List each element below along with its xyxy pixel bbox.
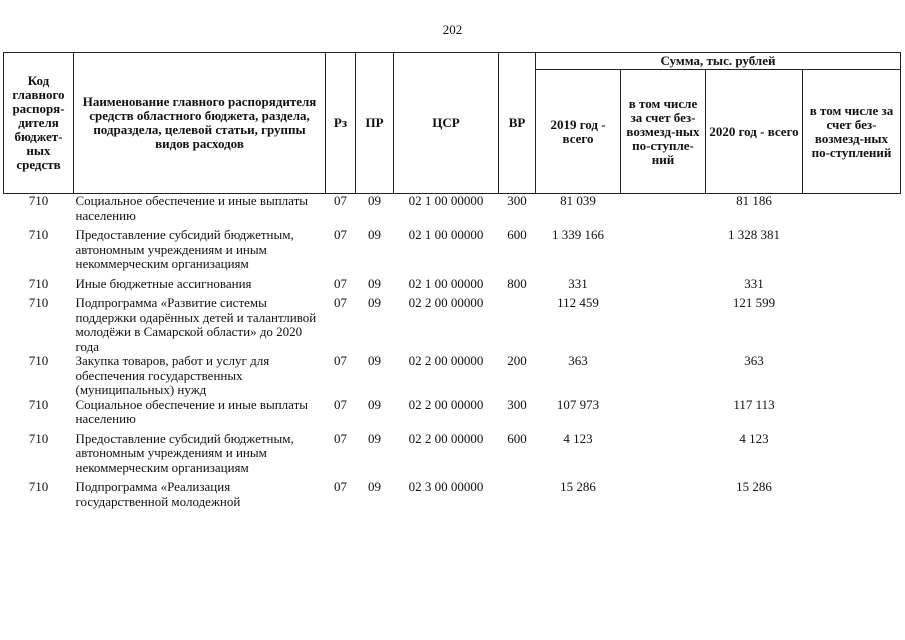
cell-name: Закупка товаров, работ и услуг для обеспечения государственных (муниципальных) нужд [75,353,270,397]
cell-2020-total: 4 123 [739,430,769,446]
cell-name: Социальное обеспечение и иные выплаты населению [75,396,309,426]
table-header [4,53,901,194]
cell-rz: 07 [334,227,347,242]
cell-2020-total: 117 113 [733,396,775,412]
header-2020-gratuitous: в том числе за счет без-возмезд-ных по-ступлений [803,70,901,194]
cell-pr: 09 [368,295,381,310]
cell-2019-total: 331 [568,275,588,291]
cell-vr: 600 [507,430,527,446]
cell-2020-gratuitous [803,228,901,277]
cell-vr: 300 [507,193,527,208]
header-2020-total: 2020 год - всего [706,70,803,194]
cell-code: 710 [28,295,49,310]
table-row [4,398,901,432]
cell-csr: 02 3 00 00000 [408,479,484,494]
cell-2020-gratuitous [803,398,901,432]
table-row [4,194,901,229]
cell-pr: 09 [368,396,381,412]
cell-rz: 07 [334,353,347,368]
cell-2020-gratuitous [803,432,901,481]
cell-pr: 09 [368,430,381,446]
table-row [4,354,901,398]
cell-csr: 02 1 00 00000 [408,275,484,291]
cell-vr: 200 [507,353,527,368]
cell-2019-gratuitous [621,432,706,481]
cell-code: 710 [28,430,49,446]
cell-2020-gratuitous [803,194,901,229]
table-row [4,296,901,354]
cell-2020-total: 363 [744,353,764,368]
header-sum: Сумма, тыс. рублей [536,53,901,70]
cell-csr: 02 2 00 00000 [408,295,484,310]
header-code: Код главного распоря-дителя бюджет-ных средств [4,53,74,194]
cell-code: 710 [28,353,49,368]
cell-vr [499,480,536,509]
cell-2019-total: 4 123 [563,430,593,446]
header-vr: ВР [499,53,536,194]
cell-pr: 09 [368,193,381,208]
header-name: Наименование главного распорядителя средств областного бюджета, раздела, подраздела, целевой статьи, группы видов расходов [74,53,326,194]
cell-name: Подпрограмма «Реализация государственной молодежной [75,479,241,509]
cell-rz: 07 [334,396,347,412]
cell-vr [499,296,536,354]
page-number: 202 [442,22,463,37]
cell-2019-gratuitous [621,354,706,398]
cell-2020-total: 1 328 381 [728,227,780,242]
cell-rz: 07 [334,430,347,446]
cell-code: 710 [28,479,49,494]
cell-name: Иные бюджетные ассигнования [75,275,252,291]
cell-pr: 09 [368,353,381,368]
table-row [4,277,901,297]
cell-2020-gratuitous [803,354,901,398]
cell-2020-gratuitous [803,480,901,509]
cell-code: 710 [28,396,49,412]
cell-code: 710 [28,193,49,208]
table-row [4,228,901,277]
cell-pr: 09 [368,227,381,242]
cell-2019-total: 1 339 166 [552,227,604,242]
cell-rz: 07 [334,193,347,208]
budget-table [3,52,901,509]
cell-code: 710 [28,227,49,242]
cell-2020-gratuitous [803,277,901,297]
cell-2019-total: 15 286 [560,479,596,494]
cell-rz: 07 [334,295,347,310]
header-2019-gratuitous: в том числе за счет без-возмезд-ных по-ступле-ний [621,70,706,194]
cell-name: Подпрограмма «Развитие системы поддержки одарённых детей и талантливой молодёжи в Самарской области» до 2020 года [75,295,317,354]
cell-2019-total: 112 459 [557,295,599,310]
cell-2019-gratuitous [621,480,706,509]
cell-csr: 02 2 00 00000 [408,353,484,368]
cell-2020-total: 81 186 [736,193,772,208]
cell-name: Социальное обеспечение и иные выплаты населению [75,193,309,223]
cell-2020-total: 121 599 [732,295,776,310]
cell-csr: 02 2 00 00000 [408,396,484,412]
header-csr: ЦСР [394,53,499,194]
header-pr: ПР [356,53,394,194]
cell-pr: 09 [368,479,381,494]
cell-name: Предоставление субсидий бюджетным, автономным учреждениям и иным некоммерческим организациям [75,227,294,271]
cell-2019-gratuitous [621,296,706,354]
cell-2019-gratuitous [621,194,706,229]
cell-code: 710 [28,275,49,291]
cell-rz: 07 [334,275,347,291]
cell-2019-total: 81 039 [560,193,596,208]
header-2019-total: 2019 год - всего [536,70,621,194]
cell-vr: 600 [507,227,527,242]
cell-2019-gratuitous [621,277,706,297]
cell-csr: 02 1 00 00000 [408,193,484,208]
table-row [4,432,901,481]
cell-name: Предоставление субсидий бюджетным, автономным учреждениям и иным некоммерческим организациям [75,430,294,475]
cell-csr: 02 1 00 00000 [408,227,484,242]
cell-2019-total: 363 [568,353,588,368]
cell-2019-gratuitous [621,228,706,277]
cell-vr: 800 [507,275,527,291]
cell-2020-total: 15 286 [736,479,772,494]
cell-pr: 09 [368,275,381,291]
table-body [4,194,901,510]
cell-csr: 02 2 00 00000 [408,430,484,446]
cell-vr: 300 [507,396,527,412]
cell-2020-total: 331 [744,275,764,291]
cell-2020-gratuitous [803,296,901,354]
header-rz: Рз [326,53,356,194]
table-row [4,480,901,509]
cell-rz: 07 [334,479,347,494]
cell-2019-total: 107 973 [556,396,600,412]
cell-2019-gratuitous [621,398,706,432]
